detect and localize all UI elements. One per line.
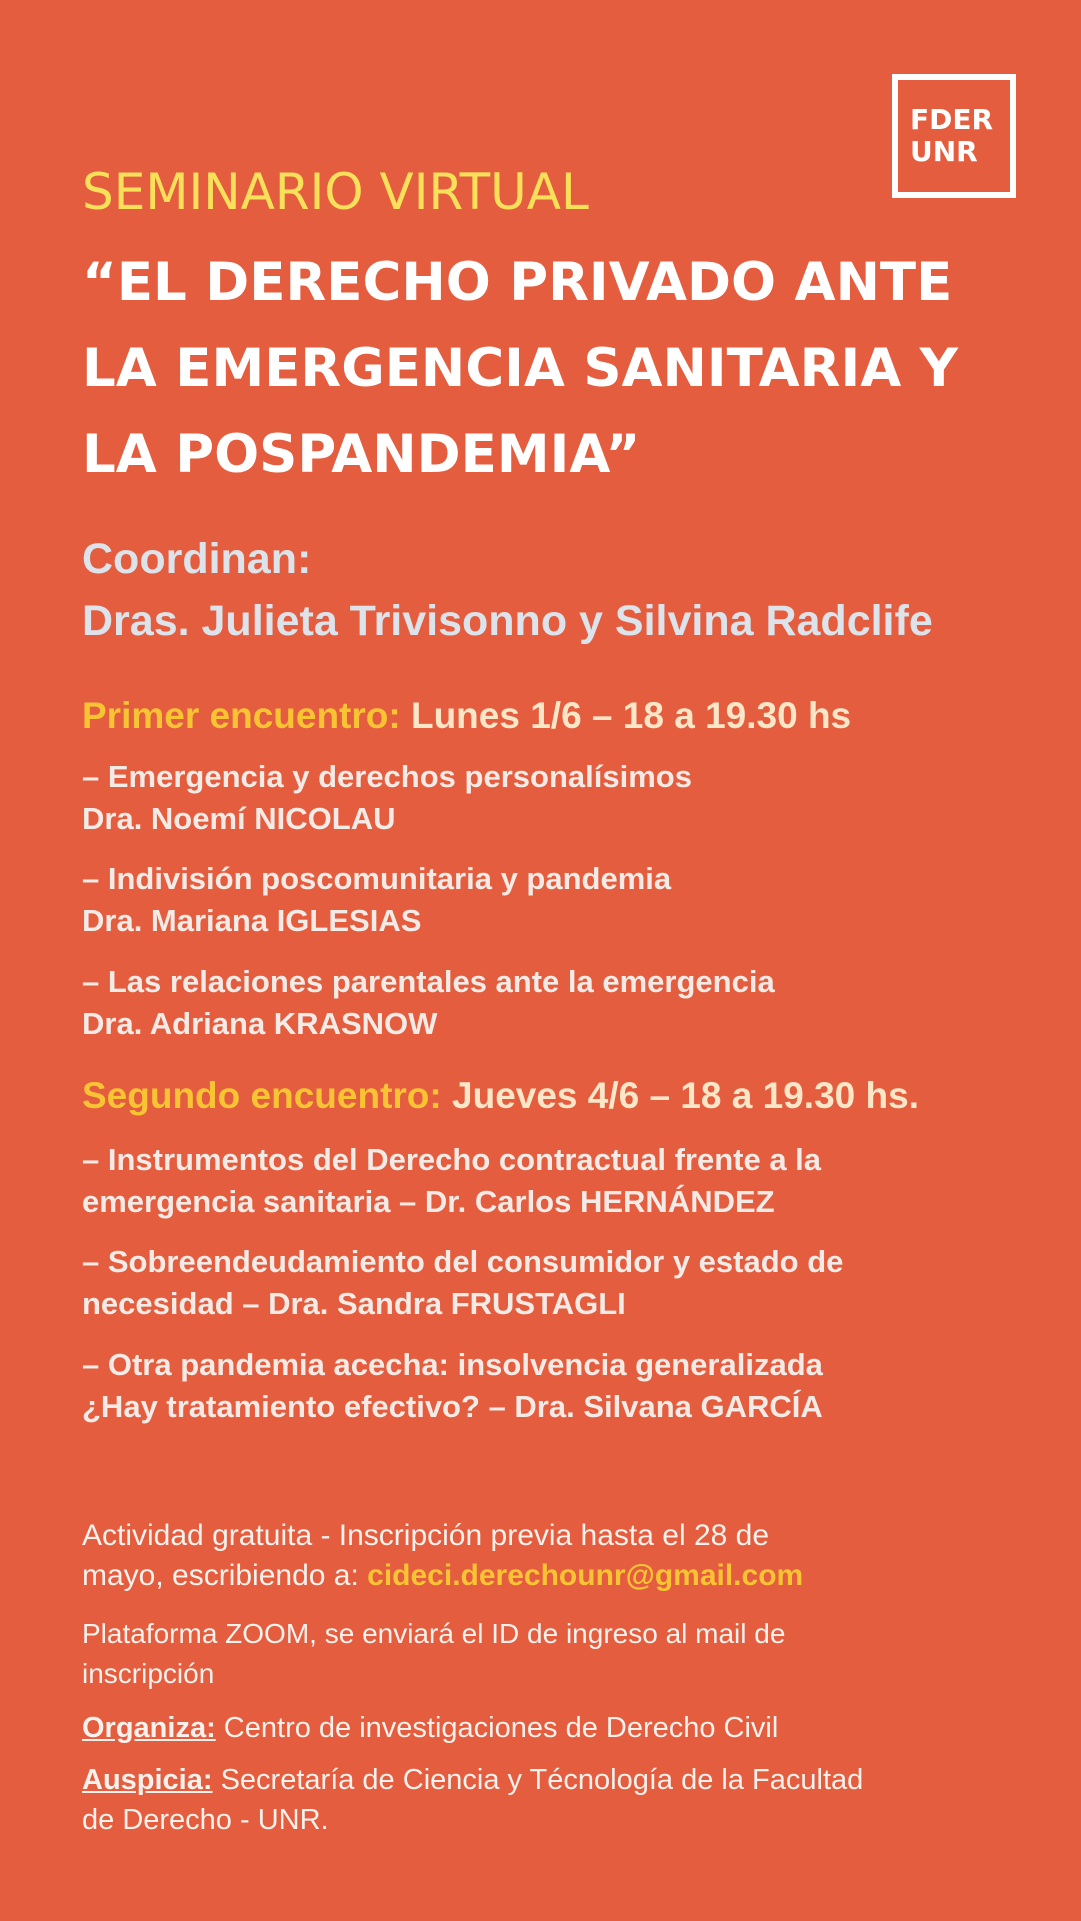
auspicia-text-line-2: de Derecho - UNR. <box>82 1804 329 1836</box>
activity-line <box>82 1556 982 1596</box>
talk-item <box>82 961 775 1045</box>
title-line: LA POSPANDEMIA” <box>82 424 641 485</box>
talk-topic: – Emergencia y derechos personalísimos <box>82 759 692 794</box>
logo-line-2: UNR <box>910 135 978 168</box>
auspicia-label: Auspicia: <box>82 1764 213 1796</box>
talk-speaker: ¿Hay tratamiento efectivo? – Dra. Silvana GARCÍA <box>82 1389 823 1424</box>
platform-info <box>82 1614 982 1694</box>
platform-line: Plataforma ZOOM, se enviará el ID de ingreso al mail de <box>82 1618 786 1649</box>
organiza-label: Organiza: <box>82 1712 216 1744</box>
title-line: “EL DERECHO PRIVADO ANTE <box>82 252 953 313</box>
talk-speaker: necesidad – Dra. Sandra FRUSTAGLI <box>82 1286 626 1321</box>
organiza-text: Centro de investigaciones de Derecho Civil <box>215 1712 779 1744</box>
seminar-title <box>82 240 1002 498</box>
talk-speaker: Dra. Mariana IGLESIAS <box>82 903 422 938</box>
talk-topic: – Instrumentos del Derecho contractual frente a la <box>82 1142 822 1177</box>
session-heading-2 <box>82 1073 919 1119</box>
talk-item <box>82 858 671 942</box>
talk-item <box>82 756 692 840</box>
talk-speaker: Dra. Adriana KRASNOW <box>82 1006 438 1041</box>
seminar-kicker: SEMINARIO VIRTUAL <box>82 163 589 221</box>
auspicia-block <box>82 1760 982 1840</box>
fder-unr-logo <box>892 74 1016 198</box>
coordination-label: Coordinan: <box>82 535 312 583</box>
talk-speaker: emergencia sanitaria – Dr. Carlos HERNÁNDEZ <box>82 1184 775 1219</box>
contact-email-link[interactable]: cideci.derechounr@gmail.com <box>367 1559 804 1592</box>
talk-speaker: Dra. Noemí NICOLAU <box>82 801 396 836</box>
talk-item <box>82 1241 843 1325</box>
session-heading-1 <box>82 693 851 739</box>
activity-line: Actividad gratuita - Inscripción previa hasta el 28 de <box>82 1519 770 1552</box>
talk-topic: – Otra pandemia acecha: insolvencia generalizada <box>82 1347 823 1382</box>
platform-line: inscripción <box>82 1658 215 1689</box>
talk-item <box>82 1344 823 1428</box>
activity-info <box>82 1516 982 1596</box>
talk-topic: – Sobreendeudamiento del consumidor y estado de <box>82 1244 844 1279</box>
talk-item <box>82 1139 821 1223</box>
talk-topic: – Las relaciones parentales ante la emergencia <box>82 964 775 999</box>
logo-line-1: FDER <box>910 103 994 136</box>
session-date: Lunes 1/6 – 18 a 19.30 hs <box>400 695 852 736</box>
organiza-line <box>82 1708 982 1748</box>
session-date: Jueves 4/6 – 18 a 19.30 hs. <box>441 1075 919 1116</box>
session-label: Primer encuentro: <box>82 695 401 736</box>
title-line: LA EMERGENCIA SANITARIA Y <box>82 338 959 399</box>
talk-topic: – Indivisión poscomunitaria y pandemia <box>82 861 672 896</box>
auspicia-text: Secretaría de Ciencia y Técnología de la Facultad <box>212 1764 864 1796</box>
coordination-names: Dras. Julieta Trivisonno y Silvina Radclife <box>82 597 933 645</box>
activity-prefix: mayo, escribiendo a: <box>82 1559 368 1592</box>
coordination-block <box>82 528 933 652</box>
session-label: Segundo encuentro: <box>82 1075 442 1116</box>
